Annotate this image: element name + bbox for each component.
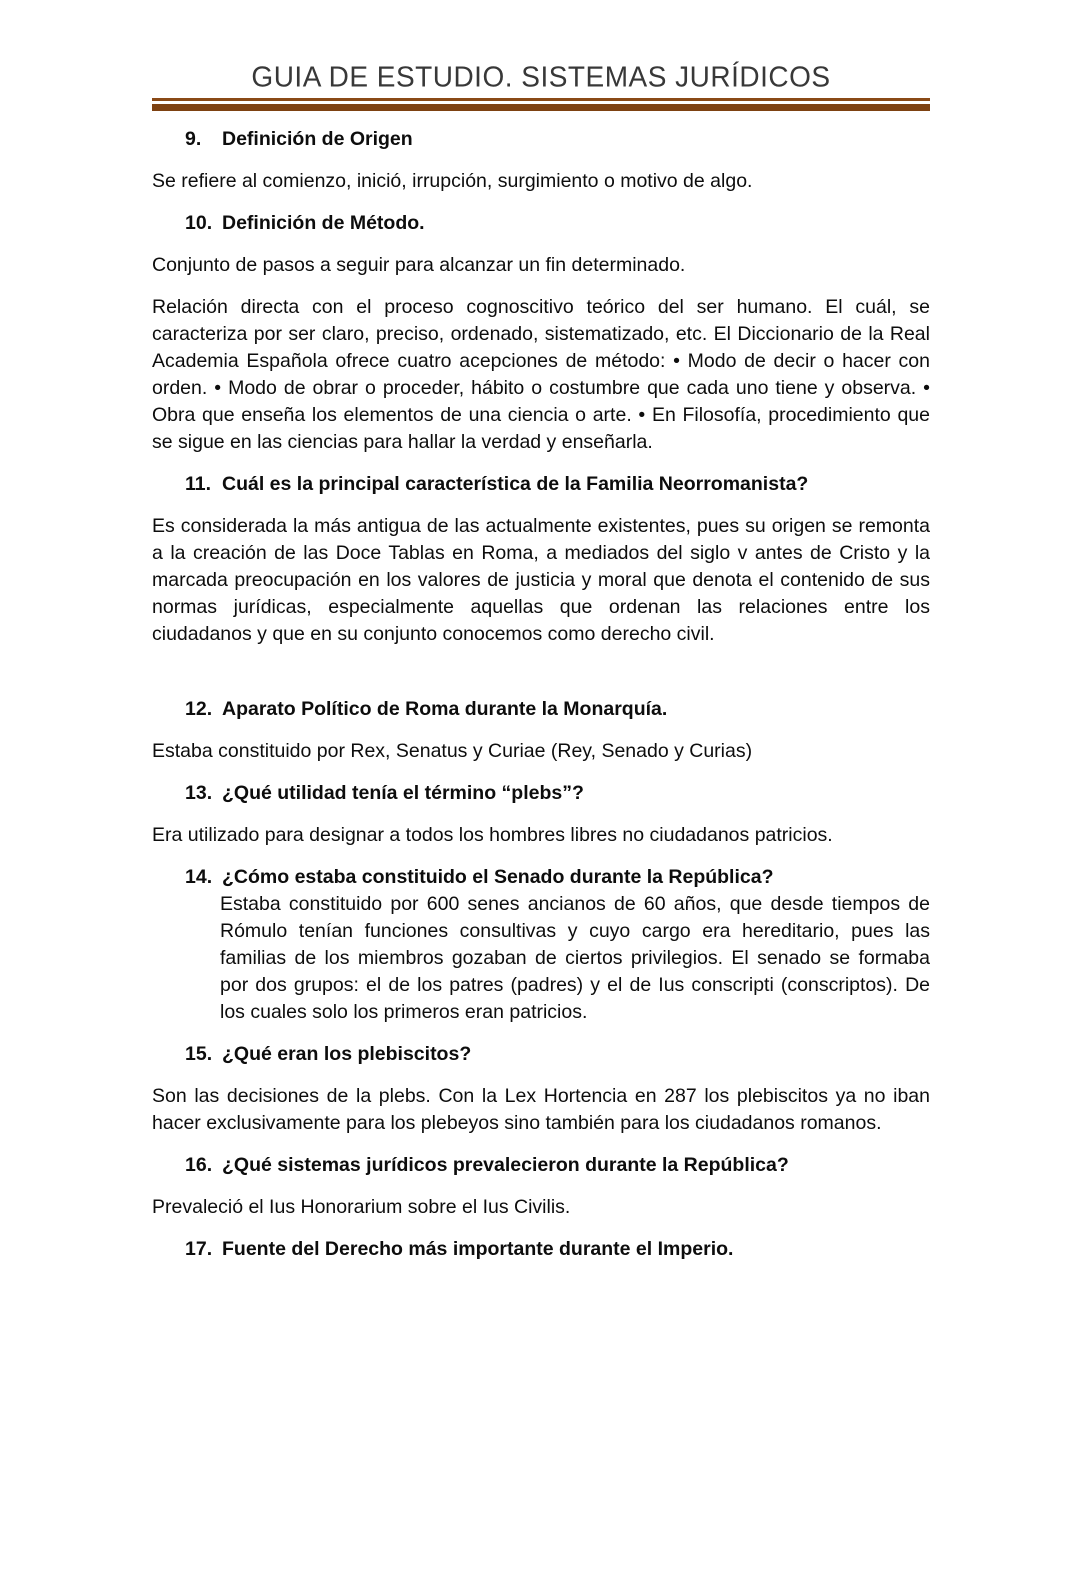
question-10-answer: Conjunto de pasos a seguir para alcanzar un fin determinado. (152, 254, 686, 276)
question-16-title: ¿Qué sistemas jurídicos prevalecieron durante la República? (222, 1154, 789, 1176)
question-17-number: 17. (185, 1238, 213, 1260)
title-underline-rule (152, 98, 930, 111)
question-15-title: ¿Qué eran los plebiscitos? (222, 1043, 472, 1065)
question-11-answer: Es considerada la más antigua de las actualmente existentes, pues su origen se remonta a la creación de las Doce Tablas en Roma, a mediados del siglo v antes de Cristo y la marcada preocupación en los valores de justicia y moral que denota el contenido de sus normas jurídicas, especialmente aquellas que ordenan las relaciones entre los ciudadanos y que en su conjunto conocemos como derecho civil. (152, 515, 930, 645)
question-15-heading (185, 1041, 930, 1068)
question-16-number: 16. (185, 1154, 213, 1176)
question-12-heading (185, 696, 930, 723)
question-11-heading (185, 471, 930, 498)
question-13-heading (185, 780, 930, 807)
question-9-number: 9. (185, 128, 202, 150)
question-17-heading (185, 1236, 930, 1263)
document-title: GUIA DE ESTUDIO. SISTEMAS JURÍDICOS (251, 60, 831, 93)
question-10-heading (185, 210, 930, 237)
question-15-answer: Son las decisiones de la plebs. Con la Lex Hortencia en 287 los plebiscitos ya no iban hacer exclusivamente para los plebeyos sino también para los ciudadanos romanos. (152, 1085, 930, 1134)
question-9-title: Definición de Origen (222, 128, 413, 150)
question-14-title: ¿Cómo estaba constituido el Senado durante la República? (222, 866, 774, 888)
question-9-heading (185, 126, 930, 153)
question-14-answer: Estaba constituido por 600 senes ancianos de 60 años, que desde tiempos de Rómulo tenían funciones consultivas y cuyo cargo era hereditario, pues las familias de los miembros gozaban de ciertos privilegios. El senado se formaba por dos grupos: el de los patres (padres) y el de Ius conscripti (conscriptos). De los cuales solo los primeros eran patricios. (220, 893, 930, 1023)
question-10-title: Definición de Método. (222, 212, 425, 234)
question-14-number: 14. (185, 866, 213, 888)
question-12-title: Aparato Político de Roma durante la Monarquía. (222, 698, 668, 720)
question-13-answer: Era utilizado para designar a todos los hombres libres no ciudadanos patricios. (152, 824, 833, 846)
question-10-number: 10. (185, 212, 213, 234)
question-17-title: Fuente del Derecho más importante durante el Imperio. (222, 1238, 734, 1260)
question-12-answer: Estaba constituido por Rex, Senatus y Curiae (Rey, Senado y Curias) (152, 740, 753, 762)
question-9-answer: Se refiere al comienzo, inició, irrupción, surgimiento o motivo de algo. (152, 170, 753, 192)
document-page (0, 60, 1080, 1586)
question-11-number: 11. (185, 473, 212, 495)
question-13-title: ¿Qué utilidad tenía el término “plebs”? (222, 782, 584, 804)
question-15-number: 15. (185, 1043, 213, 1065)
question-16-heading (185, 1152, 930, 1179)
question-13-number: 13. (185, 782, 213, 804)
question-16-answer: Prevaleció el Ius Honorarium sobre el Ius Civilis. (152, 1196, 571, 1218)
question-12-number: 12. (185, 698, 213, 720)
question-11-title: Cuál es la principal característica de la Familia Neorromanista? (222, 473, 809, 495)
question-14-heading (185, 864, 930, 891)
question-10-answer-2: Relación directa con el proceso cognoscitivo teórico del ser humano. El cuál, se caracteriza por ser claro, preciso, ordenado, sistematizado, etc. El Diccionario de la Real Academia Española ofrece cuatro acepciones de método: • Modo de decir o hacer con orden. • Modo de obrar o proceder, hábito o costumbre que cada uno tiene y observa. • Obra que enseña los elementos de una ciencia o arte. • En Filosofía, procedimiento que se sigue en las ciencias para hallar la verdad y enseñarla. (152, 296, 930, 453)
